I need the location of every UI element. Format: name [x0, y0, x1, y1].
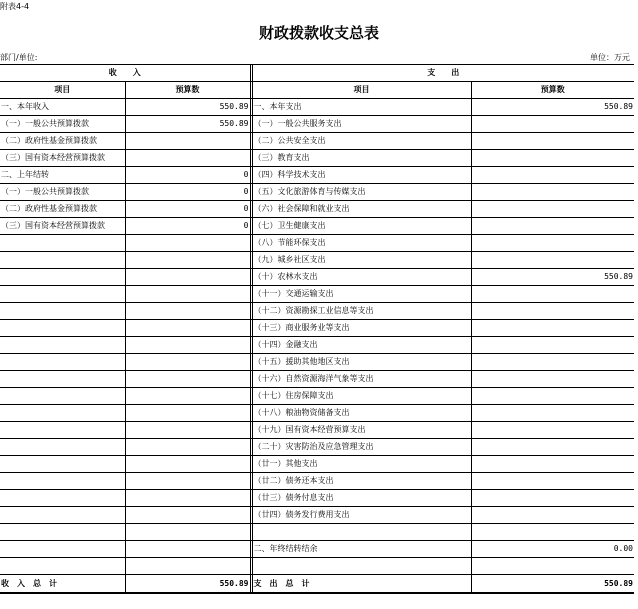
section-header-row: [0, 65, 634, 82]
income-value-cell: [125, 405, 250, 422]
expense-item-cell: （十四）金融支出: [252, 337, 471, 354]
expense-total-label: 支 出 总 计: [252, 575, 471, 594]
expense-item-cell: （二十）灾害防治及应急管理支出: [252, 439, 471, 456]
expense-item-cell: （六）社会保障和就业支出: [252, 201, 471, 218]
table-row: [0, 286, 634, 303]
income-value-cell: 0: [125, 201, 250, 218]
table-row: [0, 269, 634, 286]
table-row: [0, 439, 634, 456]
income-item-cell: [0, 405, 125, 422]
expense-value-cell: [471, 218, 634, 235]
income-value-cell: [125, 473, 250, 490]
income-value-cell: 0: [125, 184, 250, 201]
income-value-cell: [125, 320, 250, 337]
expense-value-cell: [471, 116, 634, 133]
table-row: [0, 456, 634, 473]
income-value-cell: [125, 439, 250, 456]
table-row: [0, 99, 634, 116]
income-value-cell: 0: [125, 167, 250, 184]
expense-value-cell: [471, 490, 634, 507]
income-value-cell: [125, 456, 250, 473]
table-row: [0, 235, 634, 252]
expense-item-cell: （十八）粮油物资储备支出: [252, 405, 471, 422]
income-item-cell: [0, 507, 125, 524]
income-section-header: 收 入: [0, 65, 250, 82]
expense-item-cell: （一）一般公共服务支出: [252, 116, 471, 133]
income-item-cell: [0, 235, 125, 252]
expense-value-cell: [471, 252, 634, 269]
table-row: [0, 116, 634, 133]
expense-item-cell: （十七）住房保障支出: [252, 388, 471, 405]
expense-item-cell: 一、本年支出: [252, 99, 471, 116]
table-row: [0, 167, 634, 184]
income-item-cell: （二）政府性基金预算拨款: [0, 133, 125, 150]
income-item-cell: （一）一般公共预算拨款: [0, 116, 125, 133]
income-item-cell: （三）国有资本经营预算拨款: [0, 218, 125, 235]
income-value-cell: 550.89: [125, 99, 250, 116]
income-item-cell: [0, 252, 125, 269]
expense-item-cell: （廿一）其他支出: [252, 456, 471, 473]
income-value-cell: [125, 150, 250, 167]
income-value-cell: [125, 252, 250, 269]
income-value-cell: 0: [125, 218, 250, 235]
expense-item-cell: （八）节能环保支出: [252, 235, 471, 252]
income-value-cell: [125, 337, 250, 354]
expense-budget-header: 预算数: [471, 82, 634, 99]
income-item-cell: 一、本年收入: [0, 99, 125, 116]
expense-value-cell: [471, 337, 634, 354]
income-value-cell: [125, 422, 250, 439]
expense-item-cell: [252, 524, 471, 541]
expense-value-cell: [471, 405, 634, 422]
expense-item-cell: （三）教育支出: [252, 150, 471, 167]
expense-item-cell: （十）农林水支出: [252, 269, 471, 286]
income-value-cell: [125, 269, 250, 286]
table-row: [0, 252, 634, 269]
expense-item-cell: （七）卫生健康支出: [252, 218, 471, 235]
income-value-cell: [125, 286, 250, 303]
page-title: 财政拨款收支总表: [258, 24, 379, 42]
table-row: [0, 150, 634, 167]
income-item-cell: [0, 286, 125, 303]
unit-label: 单位：万元: [590, 53, 630, 62]
expense-value-cell: [471, 558, 634, 575]
expense-value-cell: [471, 167, 634, 184]
income-item-cell: （二）政府性基金预算拨款: [0, 201, 125, 218]
income-item-cell: [0, 371, 125, 388]
expense-value-cell: 550.89: [471, 99, 634, 116]
expense-value-cell: [471, 133, 634, 150]
expense-item-cell: （廿三）债务付息支出: [252, 490, 471, 507]
income-item-cell: [0, 490, 125, 507]
income-value-cell: [125, 541, 250, 558]
table-row: [0, 541, 634, 558]
income-item-cell: [0, 422, 125, 439]
table-row: [0, 320, 634, 337]
table-row: [0, 371, 634, 388]
expense-total-value: 550.89: [471, 575, 634, 594]
expense-value-cell: [471, 524, 634, 541]
expense-value-cell: [471, 235, 634, 252]
income-value-cell: [125, 303, 250, 320]
income-item-cell: [0, 541, 125, 558]
table-row: [0, 524, 634, 541]
income-item-cell: [0, 473, 125, 490]
expense-value-cell: 550.89: [471, 269, 634, 286]
table-row: [0, 133, 634, 150]
table-row: [0, 303, 634, 320]
table-row: [0, 405, 634, 422]
income-value-cell: [125, 388, 250, 405]
income-item-cell: （一）一般公共预算拨款: [0, 184, 125, 201]
table-row: [0, 558, 634, 575]
income-item-cell: 二、上年结转: [0, 167, 125, 184]
expense-value-cell: [471, 422, 634, 439]
expense-value-cell: [471, 286, 634, 303]
income-value-cell: [125, 235, 250, 252]
income-item-cell: [0, 269, 125, 286]
table-row: [0, 507, 634, 524]
expense-value-cell: [471, 303, 634, 320]
table-row: [0, 490, 634, 507]
expense-item-cell: （廿四）债务发行费用支出: [252, 507, 471, 524]
expense-item-cell: （五）文化旅游体育与传媒支出: [252, 184, 471, 201]
expense-item-cell: 二、年终结转结余: [252, 541, 471, 558]
table-row: [0, 354, 634, 371]
expense-item-cell: （十三）商业服务业等支出: [252, 320, 471, 337]
expense-item-cell: （十一）交通运输支出: [252, 286, 471, 303]
expense-item-cell: （十五）援助其他地区支出: [252, 354, 471, 371]
income-value-cell: [125, 371, 250, 388]
table-row: [0, 337, 634, 354]
income-item-cell: [0, 337, 125, 354]
income-item-cell: [0, 524, 125, 541]
income-item-cell: [0, 320, 125, 337]
income-item-cell: [0, 558, 125, 575]
expense-item-cell: （十二）资源勘探工业信息等支出: [252, 303, 471, 320]
expense-item-cell: （十六）自然资源海洋气象等支出: [252, 371, 471, 388]
expense-value-cell: [471, 150, 634, 167]
income-value-cell: [125, 354, 250, 371]
expense-item-cell: （十九）国有资本经营预算支出: [252, 422, 471, 439]
income-item-cell: [0, 456, 125, 473]
expense-item-cell: （二）公共安全支出: [252, 133, 471, 150]
table-row: [0, 422, 634, 439]
income-item-cell: [0, 439, 125, 456]
table-row: [0, 184, 634, 201]
annex-label: 附表4-4: [0, 2, 30, 11]
income-value-cell: [125, 490, 250, 507]
income-value-cell: [125, 524, 250, 541]
income-value-cell: [125, 507, 250, 524]
income-total-value: 550.89: [125, 575, 250, 594]
expense-value-cell: [471, 371, 634, 388]
expense-value-cell: [471, 388, 634, 405]
department-label: 部门/单位:: [0, 53, 38, 62]
table-row: [0, 473, 634, 490]
table-row: [0, 218, 634, 235]
income-item-cell: [0, 303, 125, 320]
income-value-cell: 550.89: [125, 116, 250, 133]
expense-value-cell: [471, 184, 634, 201]
expense-section-header: 支 出: [252, 65, 634, 82]
column-header-row: [0, 82, 634, 99]
budget-table: [0, 64, 634, 594]
expense-value-cell: [471, 456, 634, 473]
expense-item-cell: （九）城乡社区支出: [252, 252, 471, 269]
income-value-cell: [125, 133, 250, 150]
income-item-cell: [0, 388, 125, 405]
expense-value-cell: [471, 354, 634, 371]
total-row: [0, 575, 634, 594]
expense-value-cell: [471, 507, 634, 524]
table-row: [0, 201, 634, 218]
table-row: [0, 388, 634, 405]
expense-item-header: 项目: [252, 82, 471, 99]
expense-value-cell: 0.00: [471, 541, 634, 558]
income-item-cell: （三）国有资本经营预算拨款: [0, 150, 125, 167]
expense-item-cell: [252, 558, 471, 575]
expense-value-cell: [471, 439, 634, 456]
income-item-cell: [0, 354, 125, 371]
expense-value-cell: [471, 201, 634, 218]
income-item-header: 项目: [0, 82, 125, 99]
income-budget-header: 预算数: [125, 82, 250, 99]
expense-item-cell: （四）科学技术支出: [252, 167, 471, 184]
income-total-label: 收 入 总 计: [0, 575, 125, 594]
income-value-cell: [125, 558, 250, 575]
expense-value-cell: [471, 320, 634, 337]
expense-item-cell: （廿二）债务还本支出: [252, 473, 471, 490]
expense-value-cell: [471, 473, 634, 490]
